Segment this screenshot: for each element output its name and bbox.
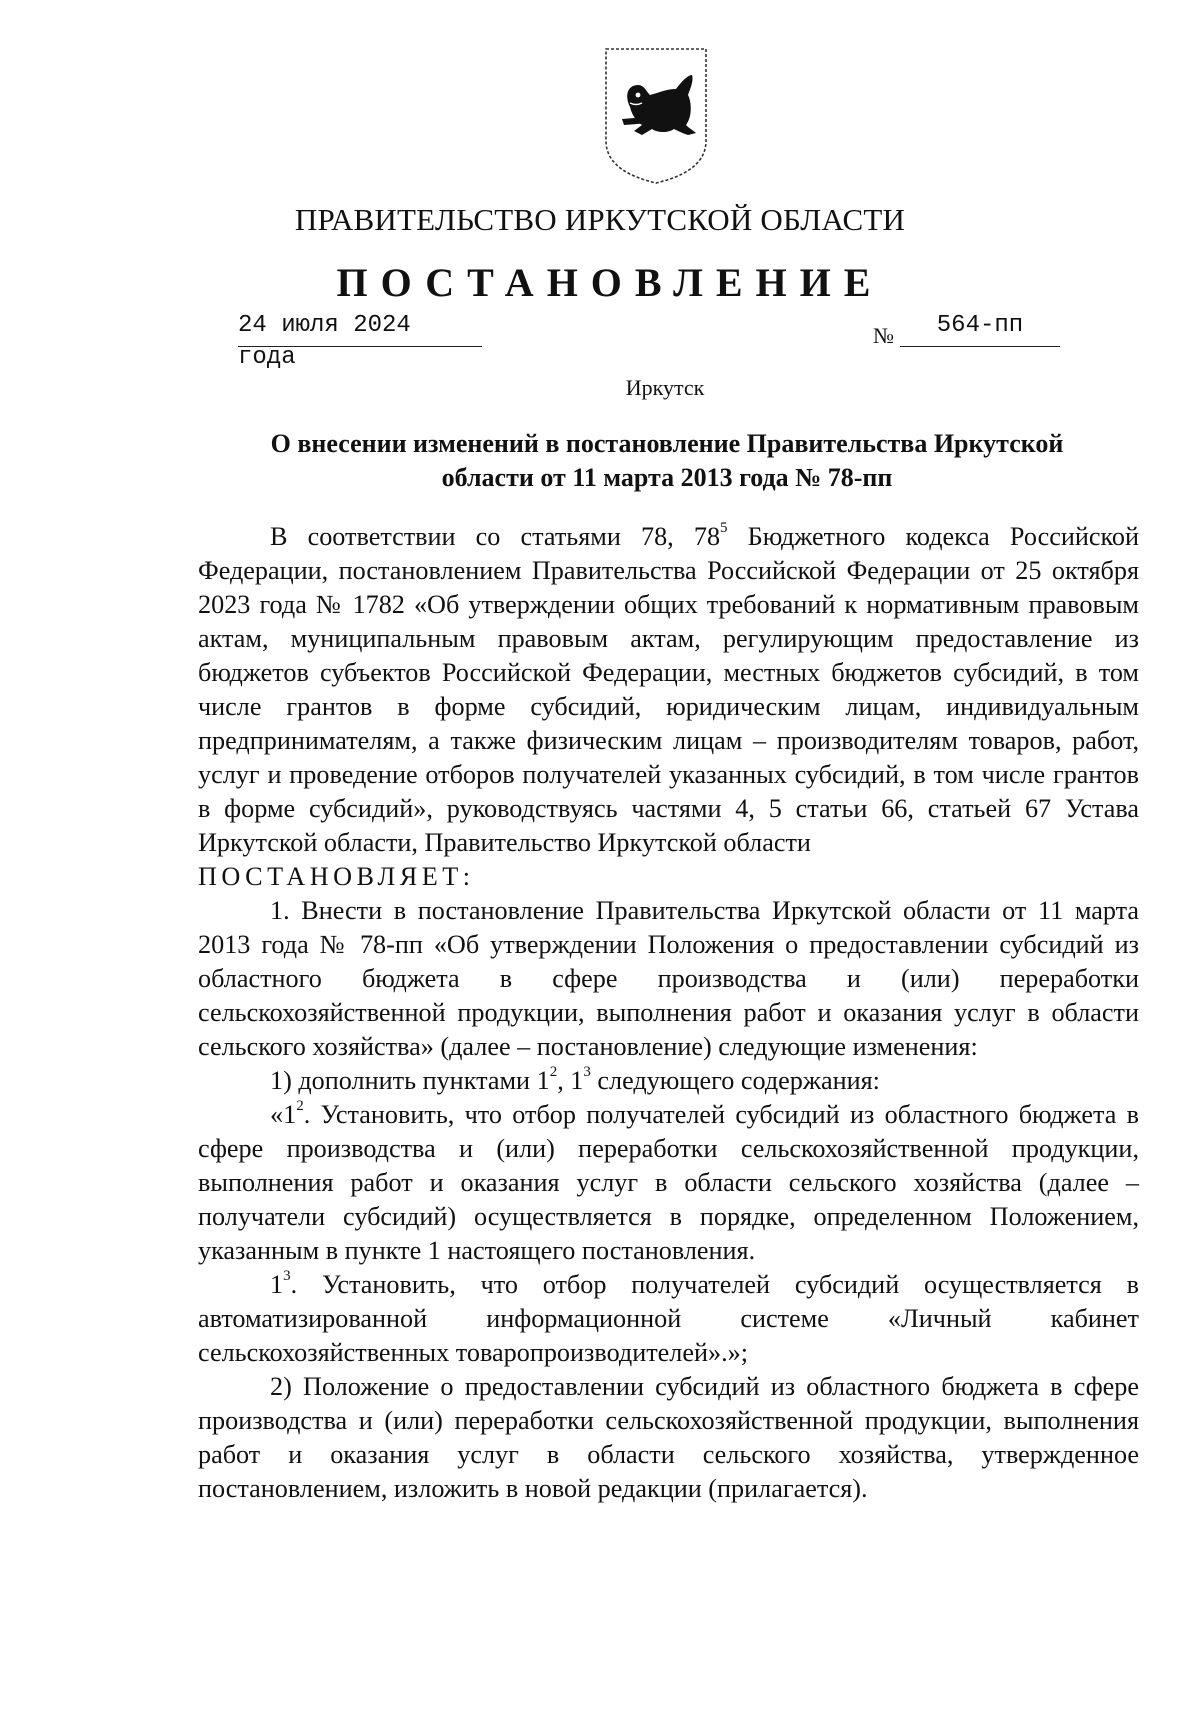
point-1-2-number: «1 [270,1100,297,1129]
preamble-superscript: 5 [720,520,728,537]
government-title: ПРАВИТЕЛЬСТВО ИРКУТСКОЙ ОБЛАСТИ [294,202,906,237]
document-number: 564-пп [936,312,1024,339]
subject-line-2: области от 11 марта 2013 года № 78-пп [441,463,893,492]
city-name: Иркутск [625,375,705,400]
document-subject [236,427,1098,495]
preamble-paragraph [198,520,1139,860]
number-sign: № [873,323,894,348]
preamble-text-start: В соответствии со статьями 78, 78 [270,522,721,551]
point-1-2-superscript: 2 [296,1098,304,1115]
point-1-3-superscript: 3 [283,1268,291,1285]
subitem-1-text-end: следующего содержания: [590,1066,880,1095]
document-type-heading: ПОСТАНОВЛЕНИЕ [336,260,884,305]
item-1-paragraph: 1. Внести в постановление Правительства Иркутской области от 11 марта 2013 года № 78-пп «Об утверждении Положения о предоставлении субсидий из областного бюджета в сфере производства и (или) переработки сельскохозяйственной продукции, выполнения работ и оказания услуг в области сельского хозяйства» (далее – постановление) следующие изменения: [198,896,1139,1061]
subject-line-1: О внесении изменений в постановление Правительства Иркутской [270,429,1064,458]
point-1-2-paragraph [198,1098,1139,1268]
document-body [198,520,1139,1506]
preamble-text-rest: Бюджетного кодекса Российской Федерации, постановлением Правительства Российской Федерации от 25 октября 2023 года № 1782 «Об утверждении общих требований к нормативным правовым актам, муниципальным правовым актам, регулирующим предоставление из бюджетов субъектов Российской Федерации, местных бюджетов субсидий, в том числе грантов в форме субсидий, юридическим лицам, индивидуальным предпринимателям, а также физическим лицам – производителям товаров, работ, услуг и проведение отборов получателей указанных субсидий, в том числе грантов в форме субсидий», руководствуясь частями 4, 5 статьи 66, статьей 67 Устава Иркутской области, Правительство Иркутской области [198,522,1139,857]
point-1-2-text: . Установить, что отбор получателей субсидий из областного бюджета в сфере производства и (или) переработки сельскохозяйственной продукции, выполнения работ и оказания услуг в области сельского хозяйства (далее – получатели субсидий) осуществляется в порядке, определенном Положением, указанным в пункте 1 настоящего постановления. [198,1100,1139,1265]
subitem-2-paragraph: 2) Положение о предоставлении субсидий из областного бюджета в сфере производства и (или) переработки сельскохозяйственной продукции, выполнения работ и оказания услуг в области сельского хозяйства, утвержденное постановлением, изложить в новой редакции (прилагается). [198,1372,1139,1503]
document-date: 24 июля 2024 года [238,312,411,371]
document-number-field [900,310,1060,347]
coat-of-arms-emblem [602,45,710,185]
point-1-3-paragraph [198,1268,1139,1370]
document-date-field [238,310,482,371]
point-1-3-number: 1 [270,1270,284,1299]
subitem-1-text-mid: , 1 [557,1066,584,1095]
resolves-heading: ПОСТАНОВЛЯЕТ: [198,862,475,891]
subitem-1-superscript-2: 3 [583,1064,591,1081]
subitem-1-paragraph [198,1064,1139,1098]
subitem-1-superscript-1: 2 [549,1064,558,1081]
point-1-3-text: . Установить, что отбор получателей субсидий осуществляется в автоматизированной информационной системе «Личный кабинет сельскохозяйственных товаропроизводителей».»; [198,1270,1139,1367]
subitem-1-text-start: 1) дополнить пунктами 1 [270,1066,550,1095]
